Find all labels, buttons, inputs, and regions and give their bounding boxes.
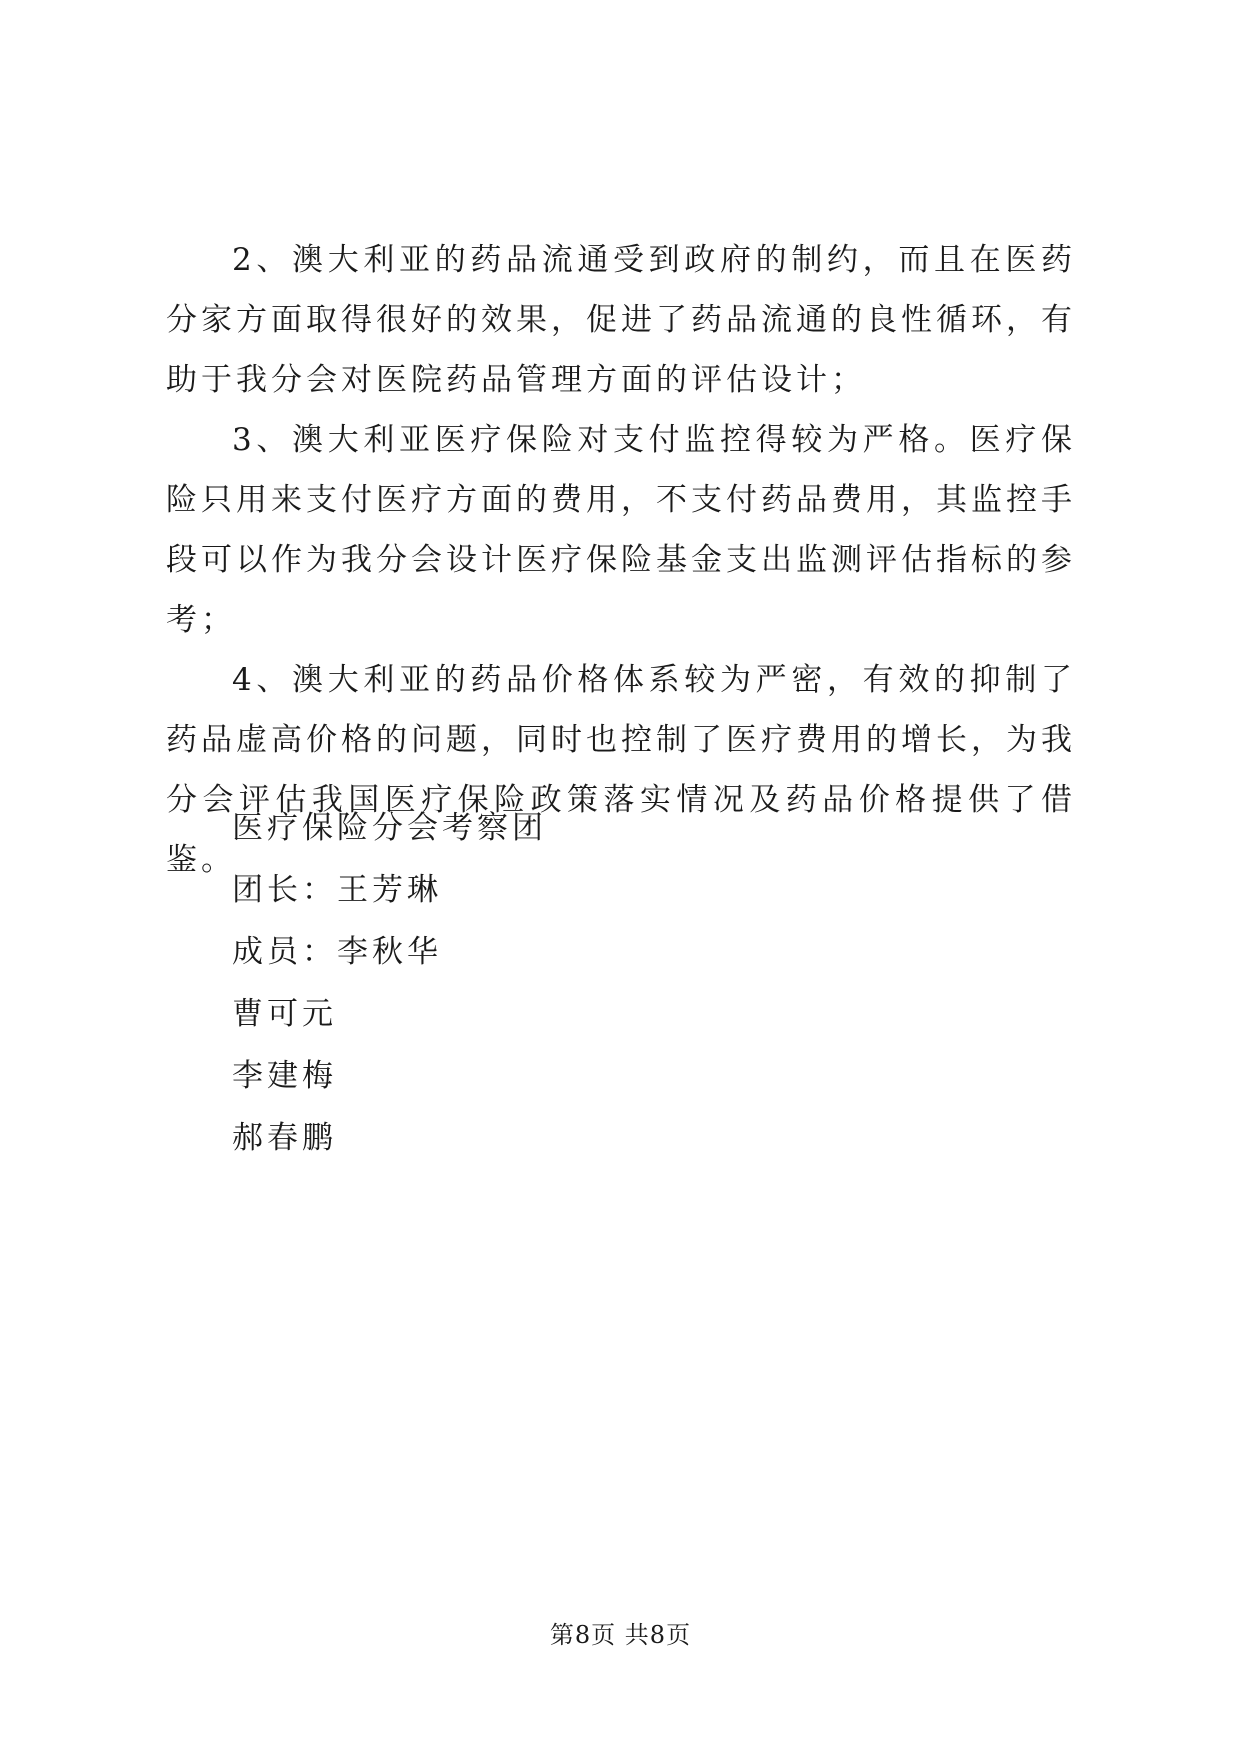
page-number-footer: 第8页 共8页 <box>549 1621 692 1649</box>
signature-member: 李建梅 <box>232 1058 337 1094</box>
signature-member: 曹可元 <box>232 996 337 1032</box>
signature-leader: 团长：王芳琳 <box>232 872 442 908</box>
paragraph-3: 3、澳大利亚医疗保险对支付监控得较为严格。医疗保险只用来支付医疗方面的费用，不支付药品费用，其监控手段可以作为我分会设计医疗保险基金支出监测评估指标的参考； <box>166 422 1076 638</box>
signature-member: 成员：李秋华 <box>232 934 442 970</box>
signature-organization: 医疗保险分会考察团 <box>232 810 547 846</box>
paragraph-2: 2、澳大利亚的药品流通受到政府的制约，而且在医药分家方面取得很好的效果，促进了药品流通的良性循环，有助于我分会对医院药品管理方面的评估设计； <box>166 242 1076 398</box>
signature-member: 郝春鹏 <box>232 1120 337 1156</box>
document-body <box>166 230 1076 890</box>
paragraph-4: 4、澳大利亚的药品价格体系较为严密，有效的抑制了药品虚高价格的问题，同时也控制了医疗费用的增长，为我分会评估我国医疗保险政策落实情况及药品价格提供了借鉴。 <box>166 662 1076 878</box>
